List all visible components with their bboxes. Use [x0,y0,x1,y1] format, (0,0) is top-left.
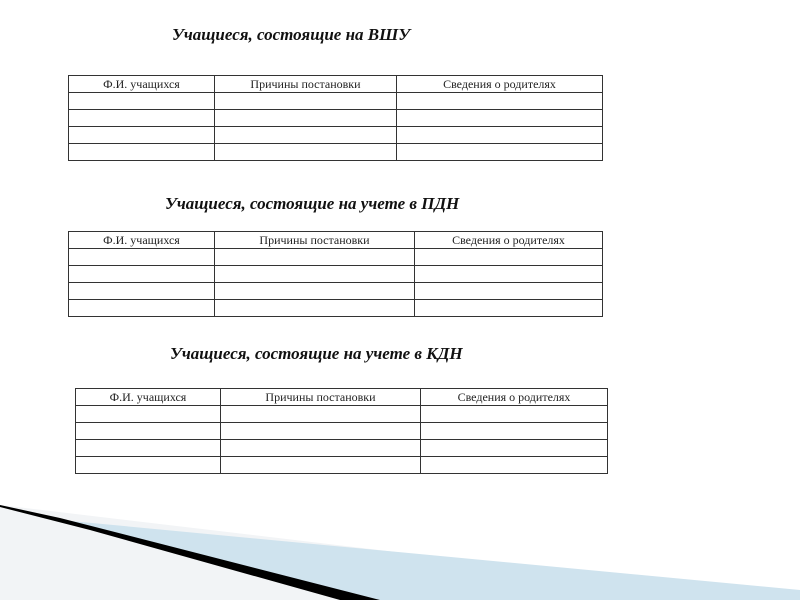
table-cell[interactable] [397,93,603,110]
table-row [76,406,608,423]
table-row [69,144,603,161]
table-cell[interactable] [76,440,221,457]
table-cell[interactable] [421,406,608,423]
header-reason: Причины постановки [215,76,397,93]
table-cell[interactable] [397,110,603,127]
header-reason: Причины постановки [221,389,421,406]
header-name: Ф.И. учащихся [69,76,215,93]
table-cell[interactable] [69,110,215,127]
table-row [69,110,603,127]
header-name: Ф.И. учащихся [76,389,221,406]
table-row [69,283,603,300]
table-pdn [68,231,603,317]
table-cell[interactable] [215,283,415,300]
section-title-vshu: Учащиеся, состоящие на ВШУ [172,25,411,44]
header-parents: Сведения о родителях [397,76,603,93]
table-cell[interactable] [215,300,415,317]
table-row [69,266,603,283]
table-kdn [75,388,608,474]
table-row [69,127,603,144]
header-name: Ф.И. учащихся [69,232,215,249]
table-cell[interactable] [415,283,603,300]
header-reason: Причины постановки [215,232,415,249]
table-cell[interactable] [415,266,603,283]
table-cell[interactable] [69,249,215,266]
table-cell[interactable] [221,423,421,440]
table-cell[interactable] [397,144,603,161]
table-cell[interactable] [215,249,415,266]
table-row [76,457,608,474]
table-header-row [76,389,608,406]
table-cell[interactable] [69,283,215,300]
header-parents: Сведения о родителях [421,389,608,406]
table-cell[interactable] [215,93,397,110]
table-vshu [68,75,603,161]
table-cell[interactable] [397,127,603,144]
section-title-kdn: Учащиеся, состоящие на учете в КДН [170,344,463,363]
table-row [76,440,608,457]
table-row [69,249,603,266]
table-header-row [69,232,603,249]
table-cell[interactable] [215,144,397,161]
table-cell[interactable] [421,423,608,440]
table-cell[interactable] [215,127,397,144]
table-cell[interactable] [215,266,415,283]
table-cell[interactable] [69,144,215,161]
table-row [76,423,608,440]
table-cell[interactable] [421,440,608,457]
table-cell[interactable] [76,457,221,474]
table-cell[interactable] [76,406,221,423]
section-title-pdn: Учащиеся, состоящие на учете в ПДН [165,194,460,213]
table-cell[interactable] [415,300,603,317]
table-cell[interactable] [69,266,215,283]
table-cell[interactable] [76,423,221,440]
table-row [69,93,603,110]
table-cell[interactable] [221,406,421,423]
table-cell[interactable] [215,110,397,127]
table-header-row [69,76,603,93]
table-cell[interactable] [69,127,215,144]
table-cell[interactable] [69,300,215,317]
table-cell[interactable] [221,440,421,457]
table-cell[interactable] [69,93,215,110]
table-cell[interactable] [415,249,603,266]
header-parents: Сведения о родителях [415,232,603,249]
table-cell[interactable] [221,457,421,474]
table-row [69,300,603,317]
table-cell[interactable] [421,457,608,474]
